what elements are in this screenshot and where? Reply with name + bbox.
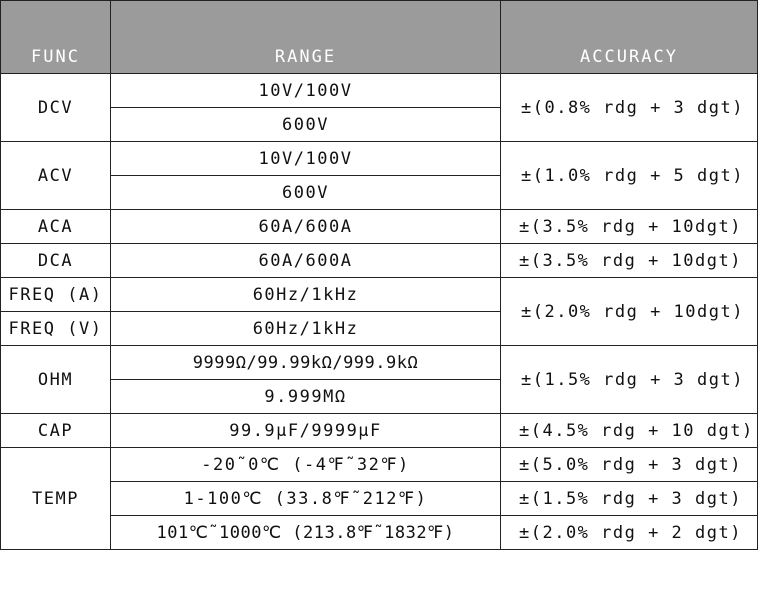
table-row <box>1 516 758 550</box>
accuracy-cell: ±(1.5% rdg + 3 dgt) <box>501 482 758 516</box>
table-row <box>1 346 758 380</box>
range-cell: 600V <box>111 108 501 142</box>
table-row <box>1 210 758 244</box>
func-cell-freq-v: FREQ (V) <box>1 312 111 346</box>
accuracy-cell: ±(2.0% rdg + 2 dgt) <box>501 516 758 550</box>
func-cell-dcv: DCV <box>1 74 111 142</box>
header-row <box>1 1 758 74</box>
range-cell: 9999Ω/99.99kΩ/999.9kΩ <box>111 346 501 380</box>
accuracy-cell: ±(4.5% rdg + 10 dgt) <box>501 414 758 448</box>
table-row <box>1 482 758 516</box>
range-cell: 60Hz/1kHz <box>111 278 501 312</box>
table-row <box>1 278 758 312</box>
range-cell: 101℃˜1000℃ (213.8℉˜1832℉) <box>111 516 501 550</box>
func-cell-freq-a: FREQ (A) <box>1 278 111 312</box>
accuracy-cell: ±(5.0% rdg + 3 dgt) <box>501 448 758 482</box>
func-cell-temp: TEMP <box>1 448 111 550</box>
func-cell-ohm: OHM <box>1 346 111 414</box>
range-cell: 600V <box>111 176 501 210</box>
range-cell: -20˜0℃ (-4℉˜32℉) <box>111 448 501 482</box>
table-row <box>1 74 758 108</box>
accuracy-cell: ±(3.5% rdg + 10dgt) <box>501 244 758 278</box>
table-row <box>1 448 758 482</box>
accuracy-cell: ±(3.5% rdg + 10dgt) <box>501 210 758 244</box>
func-cell-acv: ACV <box>1 142 111 210</box>
accuracy-cell: ±(2.0% rdg + 10dgt) <box>501 278 758 346</box>
table-row <box>1 142 758 176</box>
func-cell-cap: CAP <box>1 414 111 448</box>
range-cell: 99.9μF/9999μF <box>111 414 501 448</box>
range-cell: 10V/100V <box>111 74 501 108</box>
range-cell: 60Hz/1kHz <box>111 312 501 346</box>
header-func: FUNC <box>1 1 111 74</box>
accuracy-cell: ±(1.5% rdg + 3 dgt) <box>501 346 758 414</box>
range-cell: 9.999MΩ <box>111 380 501 414</box>
range-cell: 60A/600A <box>111 210 501 244</box>
table-row <box>1 414 758 448</box>
func-cell-aca: ACA <box>1 210 111 244</box>
header-range: RANGE <box>111 1 501 74</box>
range-cell: 10V/100V <box>111 142 501 176</box>
range-cell: 60A/600A <box>111 244 501 278</box>
table-row <box>1 244 758 278</box>
range-cell: 1-100℃ (33.8℉˜212℉) <box>111 482 501 516</box>
header-accuracy: ACCURACY <box>501 1 758 74</box>
accuracy-cell: ±(1.0% rdg + 5 dgt) <box>501 142 758 210</box>
accuracy-cell: ±(0.8% rdg + 3 dgt) <box>501 74 758 142</box>
func-cell-dca: DCA <box>1 244 111 278</box>
